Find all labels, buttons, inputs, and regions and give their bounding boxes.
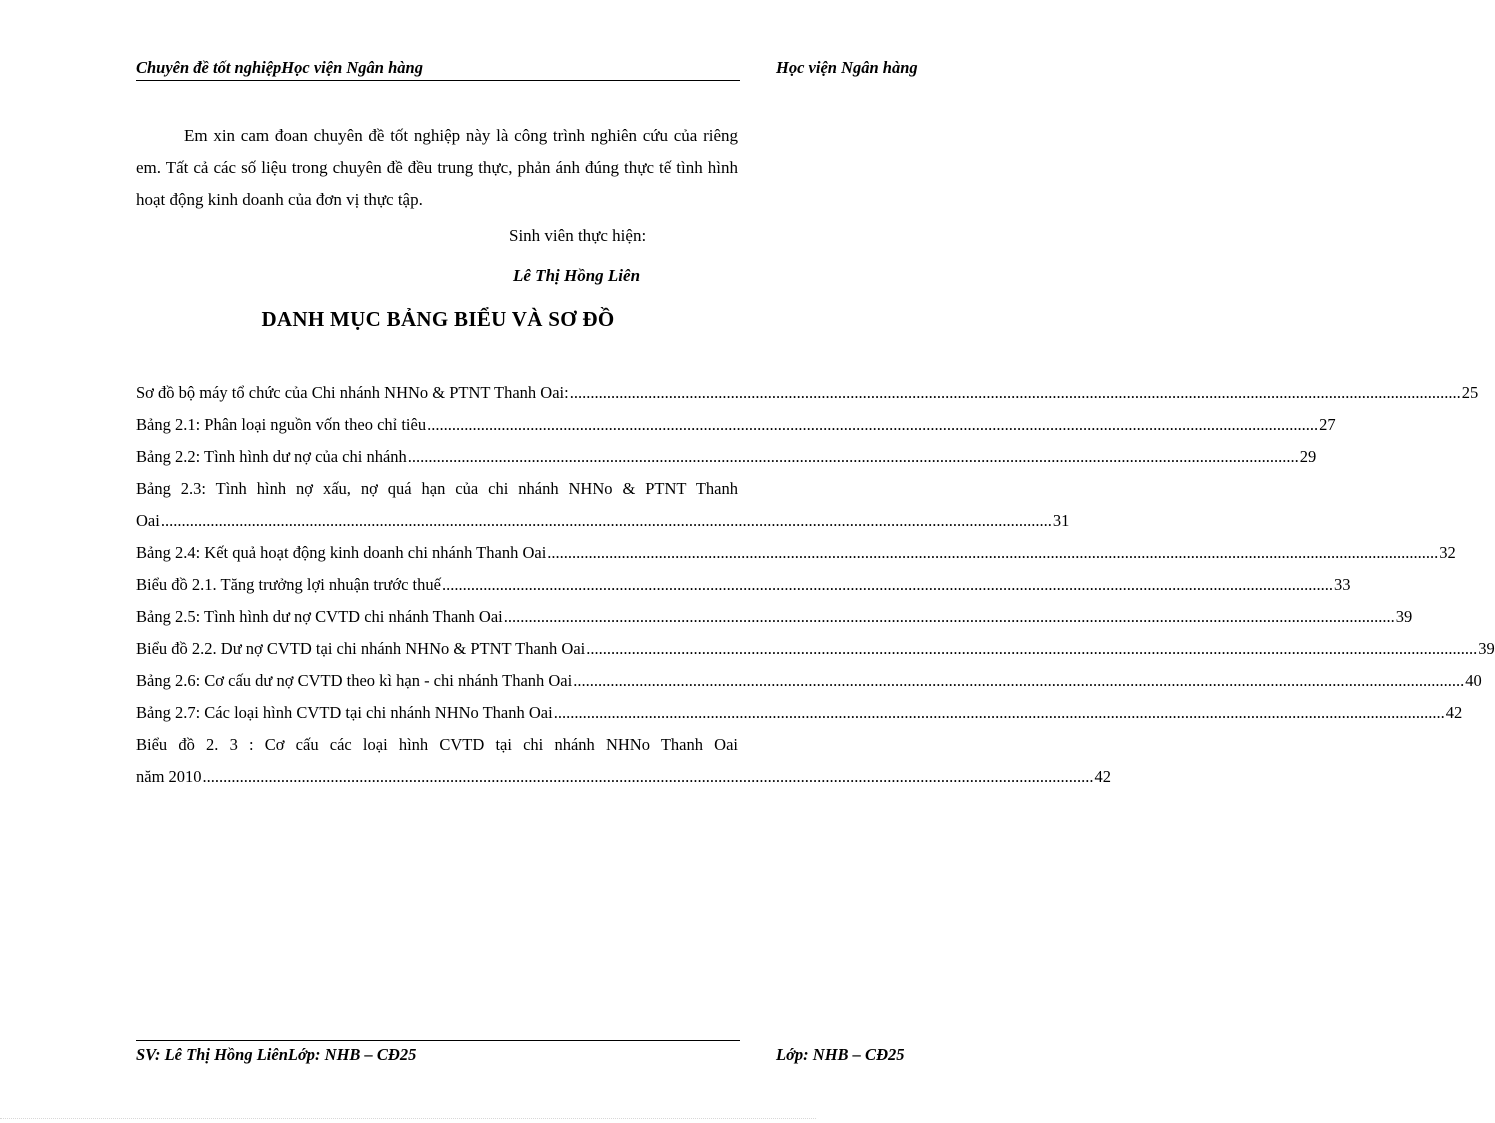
toc-leader-dots [586, 633, 1477, 665]
toc-page-number: 27 [1319, 415, 1336, 434]
toc-entry[interactable] [136, 569, 1351, 601]
toc-entry-text: Bảng 2.7: Các loại hình CVTD tại chi nhánh NHNo Thanh Oai [136, 703, 553, 722]
page-edge-dots [0, 1118, 816, 1119]
toc-entry-line [136, 601, 1413, 633]
toc-page-number: 42 [1094, 767, 1112, 786]
toc-entry-line [136, 537, 1456, 569]
toc-leader-dots [554, 697, 1445, 729]
footer-left: SV: Lê Thị Hồng LiênLớp: NHB – CĐ25 [136, 1045, 417, 1064]
toc-entry-line [136, 409, 1336, 441]
toc-entry-line [136, 441, 1317, 473]
toc-entry-text: Biểu đồ 2.1. Tăng trưởng lợi nhuận trước thuế [136, 575, 441, 594]
toc-entry-line [136, 665, 1482, 697]
toc-entry-text: Oai [136, 511, 160, 530]
toc-entry-text: Bảng 2.4: Kết quả hoạt động kinh doanh chi nhánh Thanh Oai [136, 543, 547, 562]
toc-entry-text: Bảng 2.2: Tình hình dư nợ của chi nhánh [136, 447, 407, 466]
toc-page-number: 42 [1445, 703, 1463, 722]
toc-entry[interactable] [136, 601, 1413, 633]
toc-page-number: 39 [1395, 607, 1413, 626]
toc-entry[interactable] [136, 377, 1479, 409]
header-right: Học viện Ngân hàng [776, 58, 918, 77]
toc-entry[interactable] [136, 441, 1317, 473]
toc-leader-dots [408, 441, 1299, 473]
toc-entry-line [136, 505, 1070, 537]
toc-leader-dots [570, 377, 1461, 409]
toc-entry[interactable] [136, 665, 1482, 697]
toc-leader-dots [573, 665, 1464, 697]
toc-entry-line [136, 761, 1112, 793]
toc-entry[interactable] [136, 409, 1336, 441]
toc-leader-dots [427, 409, 1318, 441]
toc-entry-line [136, 377, 1479, 409]
toc-entry-text-line1: Bảng 2.3: Tình hình nợ xấu, nợ quá hạn của chi nhánh NHNo & PTNT Thanh [136, 479, 738, 498]
toc-page-number: 33 [1333, 575, 1351, 594]
toc-title: DANH MỤC BẢNG BIỂU VÀ SƠ ĐỒ [261, 307, 615, 331]
toc-entry[interactable] [136, 697, 1463, 729]
toc-entry-text: Bảng 2.1: Phân loại nguồn vốn theo chỉ tiêu [136, 415, 427, 434]
toc-entry-text: Sơ đồ bộ máy tổ chức của Chi nhánh NHNo & PTNT Thanh Oai: [136, 383, 569, 402]
toc-entry-text-line1: Biểu đồ 2. 3 : Cơ cấu các loại hình CVTD tại chi nhánh NHNo Thanh Oai [136, 735, 738, 754]
toc-leader-dots [161, 505, 1052, 537]
toc-page-number: 39 [1478, 639, 1495, 658]
toc-page-number: 31 [1052, 511, 1070, 530]
toc-leader-dots [547, 537, 1438, 569]
toc-page-number: 40 [1465, 671, 1482, 690]
toc-leader-dots [203, 761, 1094, 793]
toc-leader-dots [504, 601, 1395, 633]
toc-page-number: 29 [1299, 447, 1317, 466]
toc-entry[interactable] [136, 473, 1070, 537]
header-left: Chuyên đề tốt nghiệpHọc viện Ngân hàng [136, 58, 423, 77]
toc-entry[interactable] [136, 729, 1112, 793]
commitment-text: Em xin cam đoan chuyên đề tốt nghiệp này là công trình nghiên cứu của riêng em. Tất cả các số liệu trong chuyên đề đều trung thực, phản ánh đúng thực tế tình hình hoạt động kinh doanh của đơn vị thực tập. [136, 126, 738, 209]
toc-list [136, 377, 1495, 793]
footer-right: Lớp: NHB – CĐ25 [776, 1045, 905, 1064]
toc-entry-text: Bảng 2.6: Cơ cấu dư nợ CVTD theo kì hạn - chi nhánh Thanh Oai [136, 671, 573, 690]
toc-page-number: 32 [1439, 543, 1456, 562]
commitment-paragraph [136, 120, 738, 216]
signature-label: Sinh viên thực hiện: [509, 226, 647, 245]
toc-entry-text: Biểu đồ 2.2. Dư nợ CVTD tại chi nhánh NHNo & PTNT Thanh Oai [136, 639, 586, 658]
toc-entry-line [136, 697, 1463, 729]
toc-page-number: 25 [1461, 383, 1479, 402]
header-rule [136, 80, 740, 81]
toc-entry-text: năm 2010 [136, 767, 202, 786]
signature-name: Lê Thị Hồng Liên [513, 266, 641, 285]
footer-rule [136, 1040, 740, 1041]
toc-entry-line [136, 569, 1351, 601]
toc-leader-dots [442, 569, 1333, 601]
toc-entry[interactable] [136, 633, 1495, 665]
toc-entry-line [136, 633, 1495, 665]
toc-entry-text: Bảng 2.5: Tình hình dư nợ CVTD chi nhánh Thanh Oai [136, 607, 503, 626]
toc-entry[interactable] [136, 537, 1456, 569]
